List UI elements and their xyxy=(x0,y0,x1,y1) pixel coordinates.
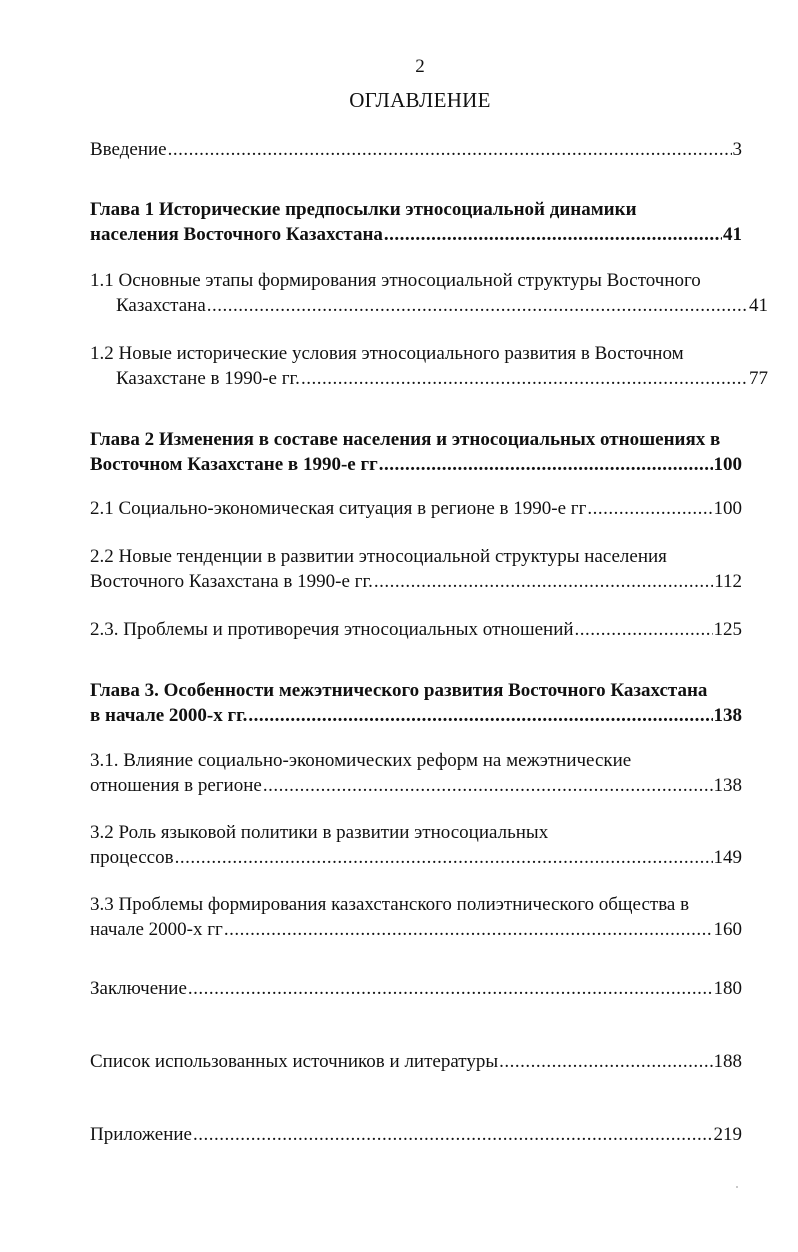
toc-entry-title-line: 3.1. Влияние социально-экономических реформ на межэтнические xyxy=(90,750,632,771)
toc-page-number: 138 xyxy=(713,705,742,726)
toc-entry-title-line: Глава 3. Особенности межэтнического развития Восточного Казахстана xyxy=(90,680,708,701)
toc-page-number: 77 xyxy=(749,368,768,389)
page-title: ОГЛАВЛЕНИЕ xyxy=(349,88,491,112)
toc-page-number: 160 xyxy=(713,919,742,940)
toc-entry-section-2-1[interactable] xyxy=(90,496,742,521)
toc-entry-section-2-3[interactable] xyxy=(90,617,742,642)
toc-entry-label: 2.1 Социально-экономическая ситуация в регионе в 1990-е гг xyxy=(90,498,587,519)
dot-leader xyxy=(575,617,713,642)
toc-page-number: 100 xyxy=(713,498,742,519)
toc-entry-label: Введение xyxy=(90,139,167,160)
toc-entry-conclusion[interactable] xyxy=(90,976,742,1001)
dot-leader xyxy=(587,496,712,521)
toc-page-number: 219 xyxy=(713,1124,742,1145)
dot-leader xyxy=(301,366,748,391)
toc-entry-chapter-3[interactable] xyxy=(90,678,742,728)
toc-entry-label: Заключение xyxy=(90,978,187,999)
toc-entry-sources[interactable] xyxy=(90,1049,742,1074)
toc-entry-title-continuation: Восточном Казахстане в 1990-е гг xyxy=(90,454,378,475)
toc-page-number: 138 xyxy=(713,775,742,796)
toc-entry-title-line: Глава 2 Изменения в составе населения и этносоциальных отношениях в xyxy=(90,429,721,450)
toc-entry-section-1-2[interactable] xyxy=(90,341,768,391)
toc-entry-title-continuation: начале 2000-х гг xyxy=(90,919,223,940)
dot-leader xyxy=(168,137,732,162)
toc-page-number: 3 xyxy=(732,139,742,160)
toc-entry-title-continuation: населения Восточного Казахстана xyxy=(90,224,383,245)
toc-entry-title-line: 3.3 Проблемы формирования казахстанского полиэтнического общества в xyxy=(90,894,690,915)
toc-entry-title-line: 1.2 Новые исторические условия этносоциального развития в Восточном xyxy=(90,343,684,364)
toc-entry-label: 2.3. Проблемы и противоречия этносоциальных отношений xyxy=(90,619,574,640)
toc-entry-title-continuation: Восточного Казахстана в 1990-е гг. xyxy=(90,571,373,592)
toc-entry-title-continuation: процессов xyxy=(90,847,174,868)
scan-speck xyxy=(736,1186,738,1188)
toc-entry-appendix[interactable] xyxy=(90,1122,742,1147)
toc-entry-section-1-1[interactable] xyxy=(90,268,768,318)
toc-page-number: 41 xyxy=(749,295,768,316)
dot-leader xyxy=(374,569,713,594)
toc-page-number: 100 xyxy=(713,454,742,475)
toc-entry-title-continuation: отношения в регионе xyxy=(90,775,262,796)
page-number: 2 xyxy=(415,56,425,77)
toc-entry-section-3-3[interactable] xyxy=(90,892,742,942)
toc-entry-section-3-2[interactable] xyxy=(90,820,742,870)
dot-leader xyxy=(188,976,713,1001)
toc-entry-intro[interactable] xyxy=(90,137,742,162)
toc-page-number: 112 xyxy=(714,571,742,592)
toc-entry-title-continuation: в начале 2000-х гг. xyxy=(90,705,248,726)
toc-entry-title-line: Глава 1 Исторические предпосылки этносоциальной динамики xyxy=(90,199,637,220)
toc-entry-title-continuation: Казахстане в 1990-е гг. xyxy=(116,368,300,389)
dot-leader xyxy=(193,1122,713,1147)
toc-page-number: 125 xyxy=(713,619,742,640)
toc-entry-title-line: 2.2 Новые тенденции в развитии этносоциальной структуры населения xyxy=(90,546,667,567)
toc-entry-chapter-2[interactable] xyxy=(90,427,742,477)
toc-page-number: 188 xyxy=(713,1051,742,1072)
toc-entry-title-line: 1.1 Основные этапы формирования этносоциальной структуры Восточного xyxy=(90,270,701,291)
toc-entry-section-2-2[interactable] xyxy=(90,544,742,594)
dot-leader xyxy=(379,452,713,477)
dot-leader xyxy=(499,1049,712,1074)
toc-entry-title-continuation: Казахстана xyxy=(116,295,206,316)
toc-entry-label: Список использованных источников и литературы xyxy=(90,1051,499,1072)
dot-leader xyxy=(207,293,748,318)
toc-page-number: 149 xyxy=(713,847,742,868)
toc-entry-label: Приложение xyxy=(90,1124,192,1145)
toc-page-number: 180 xyxy=(713,978,742,999)
dot-leader xyxy=(384,222,722,247)
toc-entry-chapter-1[interactable] xyxy=(90,197,742,247)
dot-leader xyxy=(224,917,713,942)
toc-entry-section-3-1[interactable] xyxy=(90,748,742,798)
toc-page-number: 41 xyxy=(723,224,742,245)
dot-leader xyxy=(263,773,713,798)
dot-leader xyxy=(248,703,712,728)
toc-entry-title-line: 3.2 Роль языковой политики в развитии этносоциальных xyxy=(90,822,549,843)
dot-leader xyxy=(175,845,713,870)
